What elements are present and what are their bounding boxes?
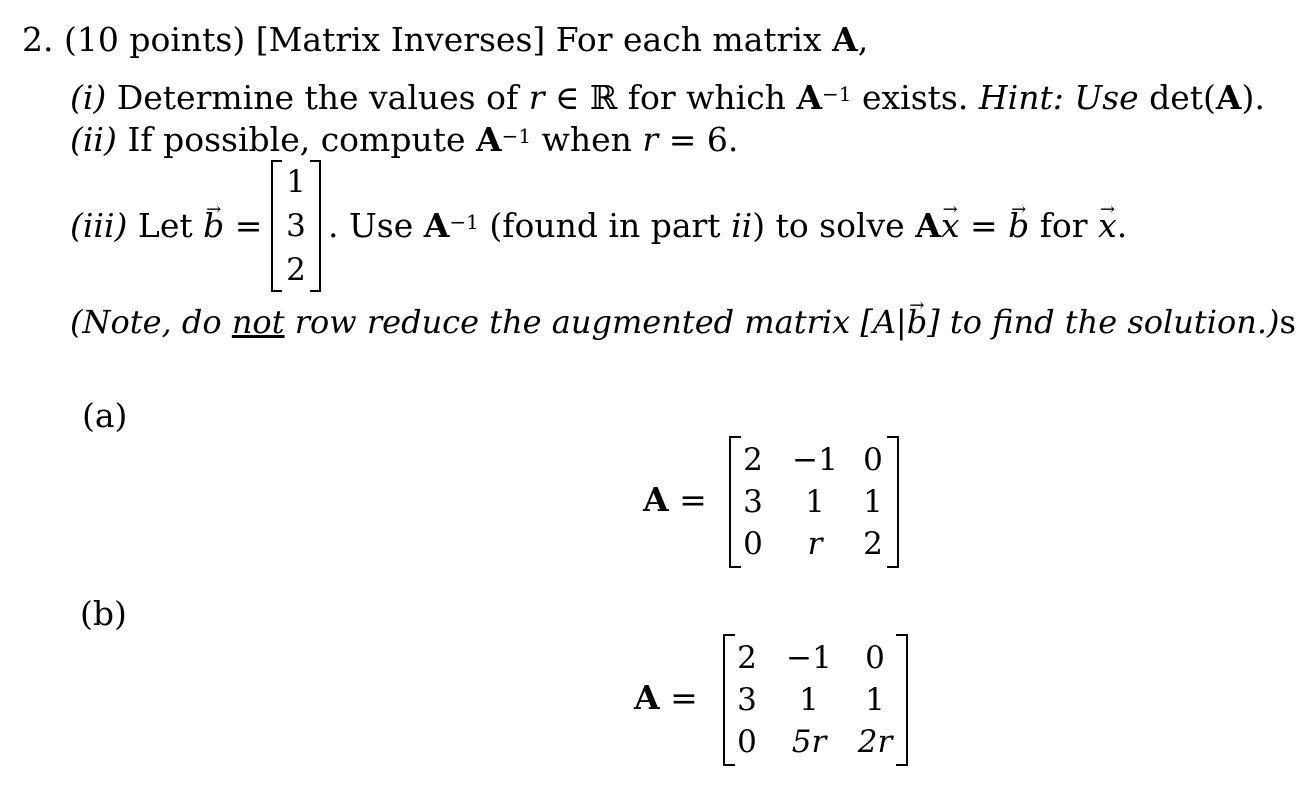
sub-a-matrix-symbol: A xyxy=(643,480,669,519)
part-i-text1: Determine the values of xyxy=(116,78,519,117)
vector-b-symbol: → b xyxy=(203,206,224,246)
problem-intro: For each matrix xyxy=(555,20,822,59)
part-ii-text3: = 6. xyxy=(668,120,739,159)
problem-number: 2. xyxy=(22,20,54,59)
part-i-text3: exists. xyxy=(862,78,969,117)
matrix-cell: 1 xyxy=(799,682,819,718)
part-iii-eq2: = xyxy=(969,206,998,245)
matrix-a xyxy=(729,436,899,568)
part-iii-left xyxy=(70,206,262,246)
part-iii-text5: for xyxy=(1039,206,1088,245)
part-iii-mat: A xyxy=(423,206,450,245)
part-ii-exp: −1 xyxy=(501,124,532,148)
hint-det: det( xyxy=(1149,78,1216,117)
matrix-cell: 2 xyxy=(737,640,757,676)
part-ii-label: (ii) xyxy=(70,120,117,159)
matrix-cell: 3 xyxy=(743,484,763,520)
part-i xyxy=(70,78,1265,118)
vector-x-symbol-2: → x xyxy=(1098,206,1117,246)
part-i-exp: −1 xyxy=(822,82,852,106)
problem-header xyxy=(22,20,868,60)
part-ii-text2: when xyxy=(541,120,632,159)
part-iii-right xyxy=(328,206,1127,246)
sub-a-eq: = xyxy=(679,480,707,519)
matrix-cell: −1 xyxy=(792,442,838,478)
matrix-cell: 5r xyxy=(791,724,827,760)
matrix-cell: 2r xyxy=(857,724,893,760)
matrix-cell: 1 xyxy=(863,484,883,520)
intro-end: , xyxy=(857,20,869,59)
matrix-cell: 1 xyxy=(805,484,825,520)
matrix-cell: 2 xyxy=(863,526,883,562)
note-vector-b: → b xyxy=(907,302,927,342)
sub-b-eq: = xyxy=(670,678,698,717)
part-ii-text1: If possible, compute xyxy=(127,120,466,159)
part-ii-var: r xyxy=(642,120,659,159)
note-trailing: s xyxy=(1279,303,1296,341)
part-iii-ref: ii xyxy=(731,206,753,245)
note-line xyxy=(70,302,1296,342)
part-iii-label: (iii) xyxy=(70,206,128,245)
vector-entry: 1 xyxy=(286,164,306,200)
vector-entry: 3 xyxy=(286,208,306,244)
part-iii-text3: (found in part xyxy=(489,206,721,245)
note-middle: row reduce the augmented matrix [A| xyxy=(294,303,907,341)
matrix-cell: 2 xyxy=(743,442,763,478)
part-iii-text1: Let xyxy=(137,206,193,245)
part-iii-mat2: A xyxy=(915,206,941,245)
part-iii-text4: ) to solve xyxy=(752,206,905,245)
part-ii xyxy=(70,120,738,160)
matrix-cell: r xyxy=(807,526,823,562)
matrix-cell: 3 xyxy=(737,682,757,718)
hint-use: Use xyxy=(1074,78,1139,117)
hint-close: ). xyxy=(1241,78,1265,117)
problem-topic: [Matrix Inverses] xyxy=(255,20,546,59)
sub-b-matrix-symbol: A xyxy=(634,678,660,717)
matrix-cell: −1 xyxy=(786,640,832,676)
part-i-mat: A xyxy=(796,78,823,117)
note-suffix: ] to find the solution.) xyxy=(927,303,1280,341)
part-iii-text2: . Use xyxy=(328,206,414,245)
part-iii-exp: −1 xyxy=(449,210,479,234)
hint-label: Hint: xyxy=(978,78,1064,117)
problem-points: (10 points) xyxy=(64,20,246,59)
part-i-label: (i) xyxy=(70,78,107,117)
matrix-cell: 0 xyxy=(743,526,763,562)
sub-a-label: (a) xyxy=(82,396,128,435)
part-iii-eq: = xyxy=(234,206,263,245)
hint-mat: A xyxy=(1215,78,1242,117)
vector-entry: 2 xyxy=(286,252,306,288)
sub-a-lhs xyxy=(643,480,707,520)
column-vector-b xyxy=(271,160,321,292)
sub-b-lhs xyxy=(634,678,698,718)
note-not: not xyxy=(231,303,285,341)
matrix-cell: 0 xyxy=(865,640,885,676)
part-ii-mat: A xyxy=(476,120,502,159)
matrix-cell: 1 xyxy=(865,682,885,718)
matrix-b xyxy=(723,634,908,766)
matrix-cell: 0 xyxy=(863,442,883,478)
part-iii-end: . xyxy=(1116,206,1128,245)
vector-x-symbol: → x xyxy=(941,206,960,246)
note-prefix: (Note, do xyxy=(70,303,222,341)
matrix-cell: 0 xyxy=(737,724,757,760)
matrix-symbol: A xyxy=(832,20,858,59)
part-i-var: r xyxy=(528,78,545,117)
sub-b-label: (b) xyxy=(80,594,127,633)
part-i-text2: ∈ ℝ for which xyxy=(554,78,786,117)
vector-b-symbol-2: → b xyxy=(1008,206,1029,246)
